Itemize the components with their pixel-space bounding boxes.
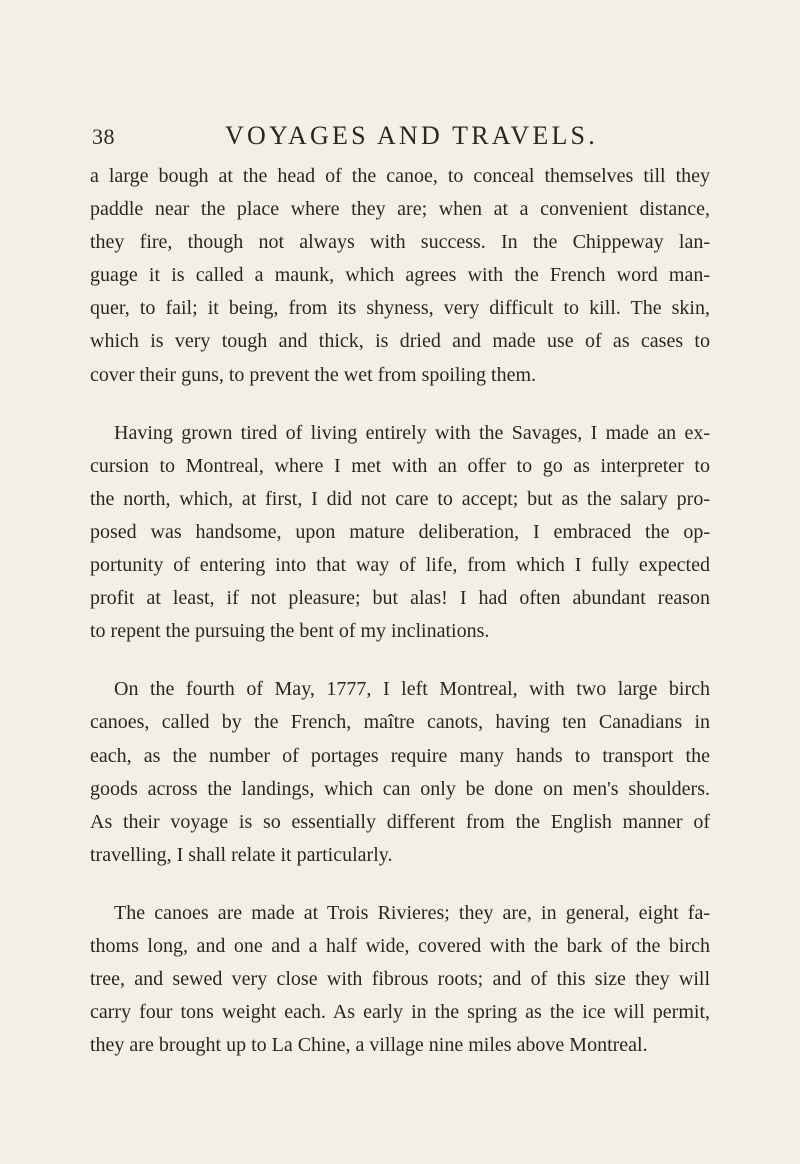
text-line: carry four tons weight each. As early in the spring as the ice will permit, [90,1001,710,1024]
text-line: On the fourth of May, 1777, I left Montreal, with two large birch [114,678,710,701]
paragraph-2 [90,417,710,649]
body-text [90,160,710,1062]
text-line: each, as the number of portages require many hands to transport the [90,744,710,767]
page-number: 38 [92,124,115,149]
text-line: cover their guns, to prevent the wet from spoiling them. [90,363,537,386]
text-line: canoes, called by the French, maître canots, having ten Canadians in [90,711,710,734]
running-head [92,121,712,158]
text-line: the north, which, at first, I did not care to accept; but as the salary pro- [90,487,710,510]
text-line: which is very tough and thick, is dried and made use of as cases to [90,330,710,353]
paragraph-1 [90,160,710,392]
text-line: guage it is called a maunk, which agrees with the French word man- [90,264,710,287]
text-line: a large bough at the head of the canoe, to conceal themselves till they [90,165,710,187]
paragraph-3 [90,673,710,872]
text-line: they are brought up to La Chine, a village nine miles above Montreal. [90,1034,648,1057]
text-line: cursion to Montreal, where I met with an offer to go as interpreter to [90,454,710,477]
running-title: VOYAGES AND TRAVELS. [225,121,598,150]
text-line: tree, and sewed very close with fibrous roots; and of this size they will [90,968,710,991]
text-line: travelling, I shall relate it particularly. [90,843,393,866]
text-line: portunity of entering into that way of life, from which I fully expected [90,554,710,577]
paragraph-4 [90,897,710,1062]
text-line: Having grown tired of living entirely with the Savages, I made an ex- [114,421,710,444]
text-line: quer, to fail; it being, from its shyness, very difficult to kill. The skin, [90,297,710,320]
text-line: The canoes are made at Trois Rivieres; they are, in general, eight fa- [114,901,710,924]
text-line: thoms long, and one and a half wide, covered with the bark of the birch [90,934,710,957]
text-line: goods across the landings, which can only be done on men's shoulders. [90,777,710,800]
text-line: profit at least, if not pleasure; but alas! I had often abundant reason [90,587,710,610]
text-line: posed was handsome, upon mature deliberation, I embraced the op- [90,520,710,543]
text-line: to repent the pursuing the bent of my inclinations. [90,620,490,643]
text-line: they fire, though not always with success. In the Chippeway lan- [90,231,710,254]
text-line: As their voyage is so essentially different from the English manner of [90,810,710,833]
text-line: paddle near the place where they are; when at a convenient distance, [90,198,710,221]
